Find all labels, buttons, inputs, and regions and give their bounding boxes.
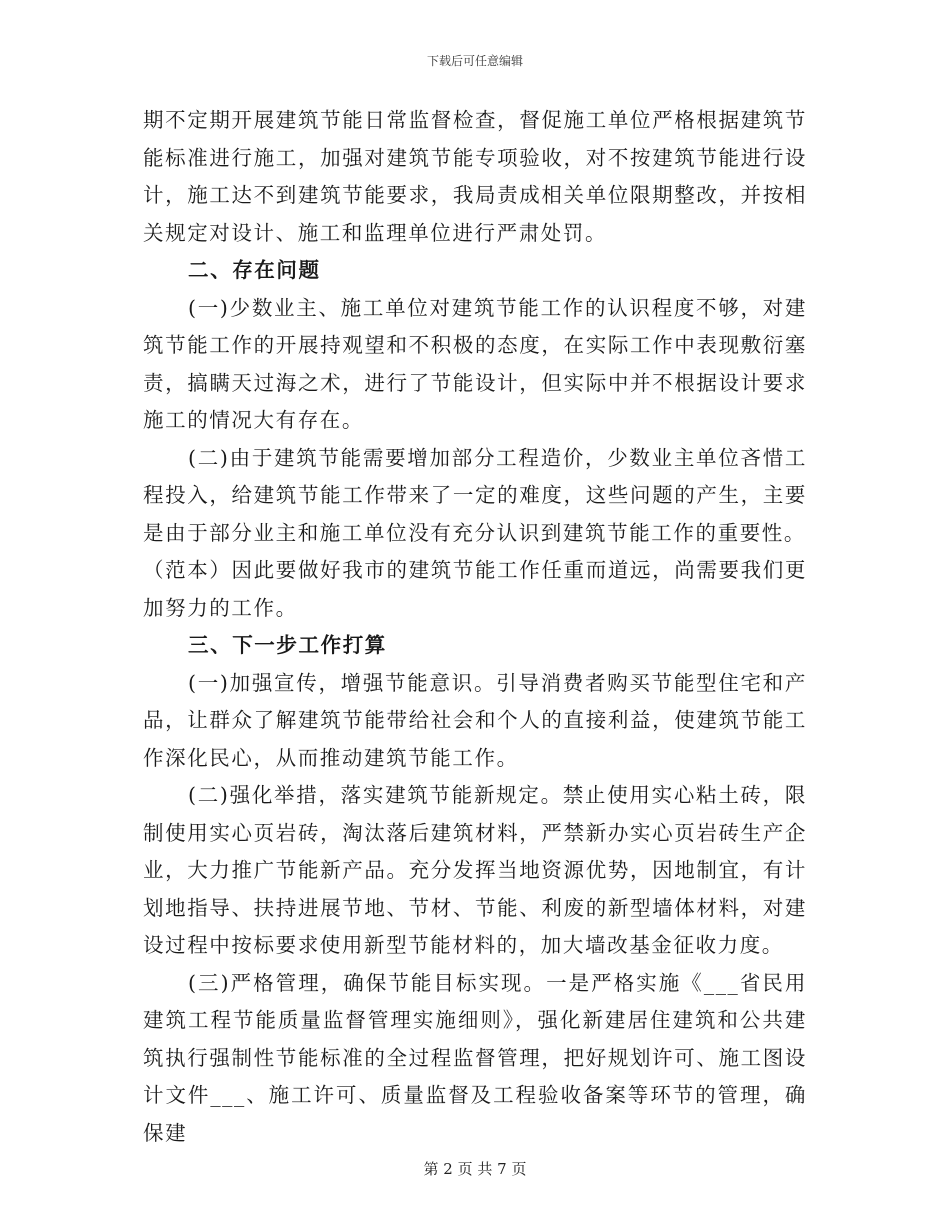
paragraph-problem-2: (二)由于建筑节能需要增加部分工程造价，少数业主单位吝惜工程投入，给建筑节能工作带来了一定的难度，这些问题的产生，主要是由于部分业主和施工单位没有充分认识到建筑节能工作的重要性。 xyxy=(143,445,807,545)
section-heading-problems: 二、存在问题 xyxy=(188,258,321,282)
document-body xyxy=(143,102,807,1152)
page-number: 第 2 页 共 7 页 xyxy=(423,1160,527,1178)
paragraph-plan-1: (一)加强宣传，增强节能意识。引导消费者购买节能型住宅和产品，让群众了解建筑节能带给社会和个人的直接利益，使建筑节能工作深化民心，从而推动建筑节能工作。 xyxy=(143,670,807,770)
page-header-note: 下载后可任意编辑 xyxy=(426,54,523,68)
paragraph-problem-1: (一)少数业主、施工单位对建筑节能工作的认识程度不够，对建筑节能工作的开展持观望和不积极的态度，在实际工作中表现敷衍塞责，搞瞒天过海之术，进行了节能设计，但实际中并不根据设计要求施工的情况大有存在。 xyxy=(143,295,807,432)
paragraph-problem-2-cont: （范本）因此要做好我市的建筑节能工作任重而道远，尚需要我们更加努力的工作。 xyxy=(143,558,807,620)
paragraph-plan-2: (二)强化举措，落实建筑节能新规定。禁止使用实心粘土砖，限制使用实心页岩砖，淘汰落后建筑材料，严禁新办实心页岩砖生产企业，大力推广节能新产品。充分发挥当地资源优势，因地制宜，有计划地指导、扶持进展节地、节材、节能、利废的新型墙体材料，对建设过程中按标要求使用新型节能材料的，加大墙改基金征收力度。 xyxy=(143,783,807,957)
paragraph-plan-3: (三)严格管理，确保节能目标实现。一是严格实施《___省民用建筑工程节能质量监督管理实施细则》，强化新建居住建筑和公共建筑执行强制性节能标准的全过程监督管理，把好规划许可、施工图设计文件___、施工许可、质量监督及工程验收备案等环节的管理，确保建 xyxy=(143,970,807,1145)
paragraph-1: 期不定期开展建筑节能日常监督检查，督促施工单位严格根据建筑节能标准进行施工，加强对建筑节能专项验收，对不按建筑节能进行设计，施工达不到建筑节能要求，我局责成相关单位限期整改，并按相关规定对设计、施工和监理单位进行严肃处罚。 xyxy=(143,108,807,245)
section-heading-next-steps: 三、下一步工作打算 xyxy=(188,633,387,657)
